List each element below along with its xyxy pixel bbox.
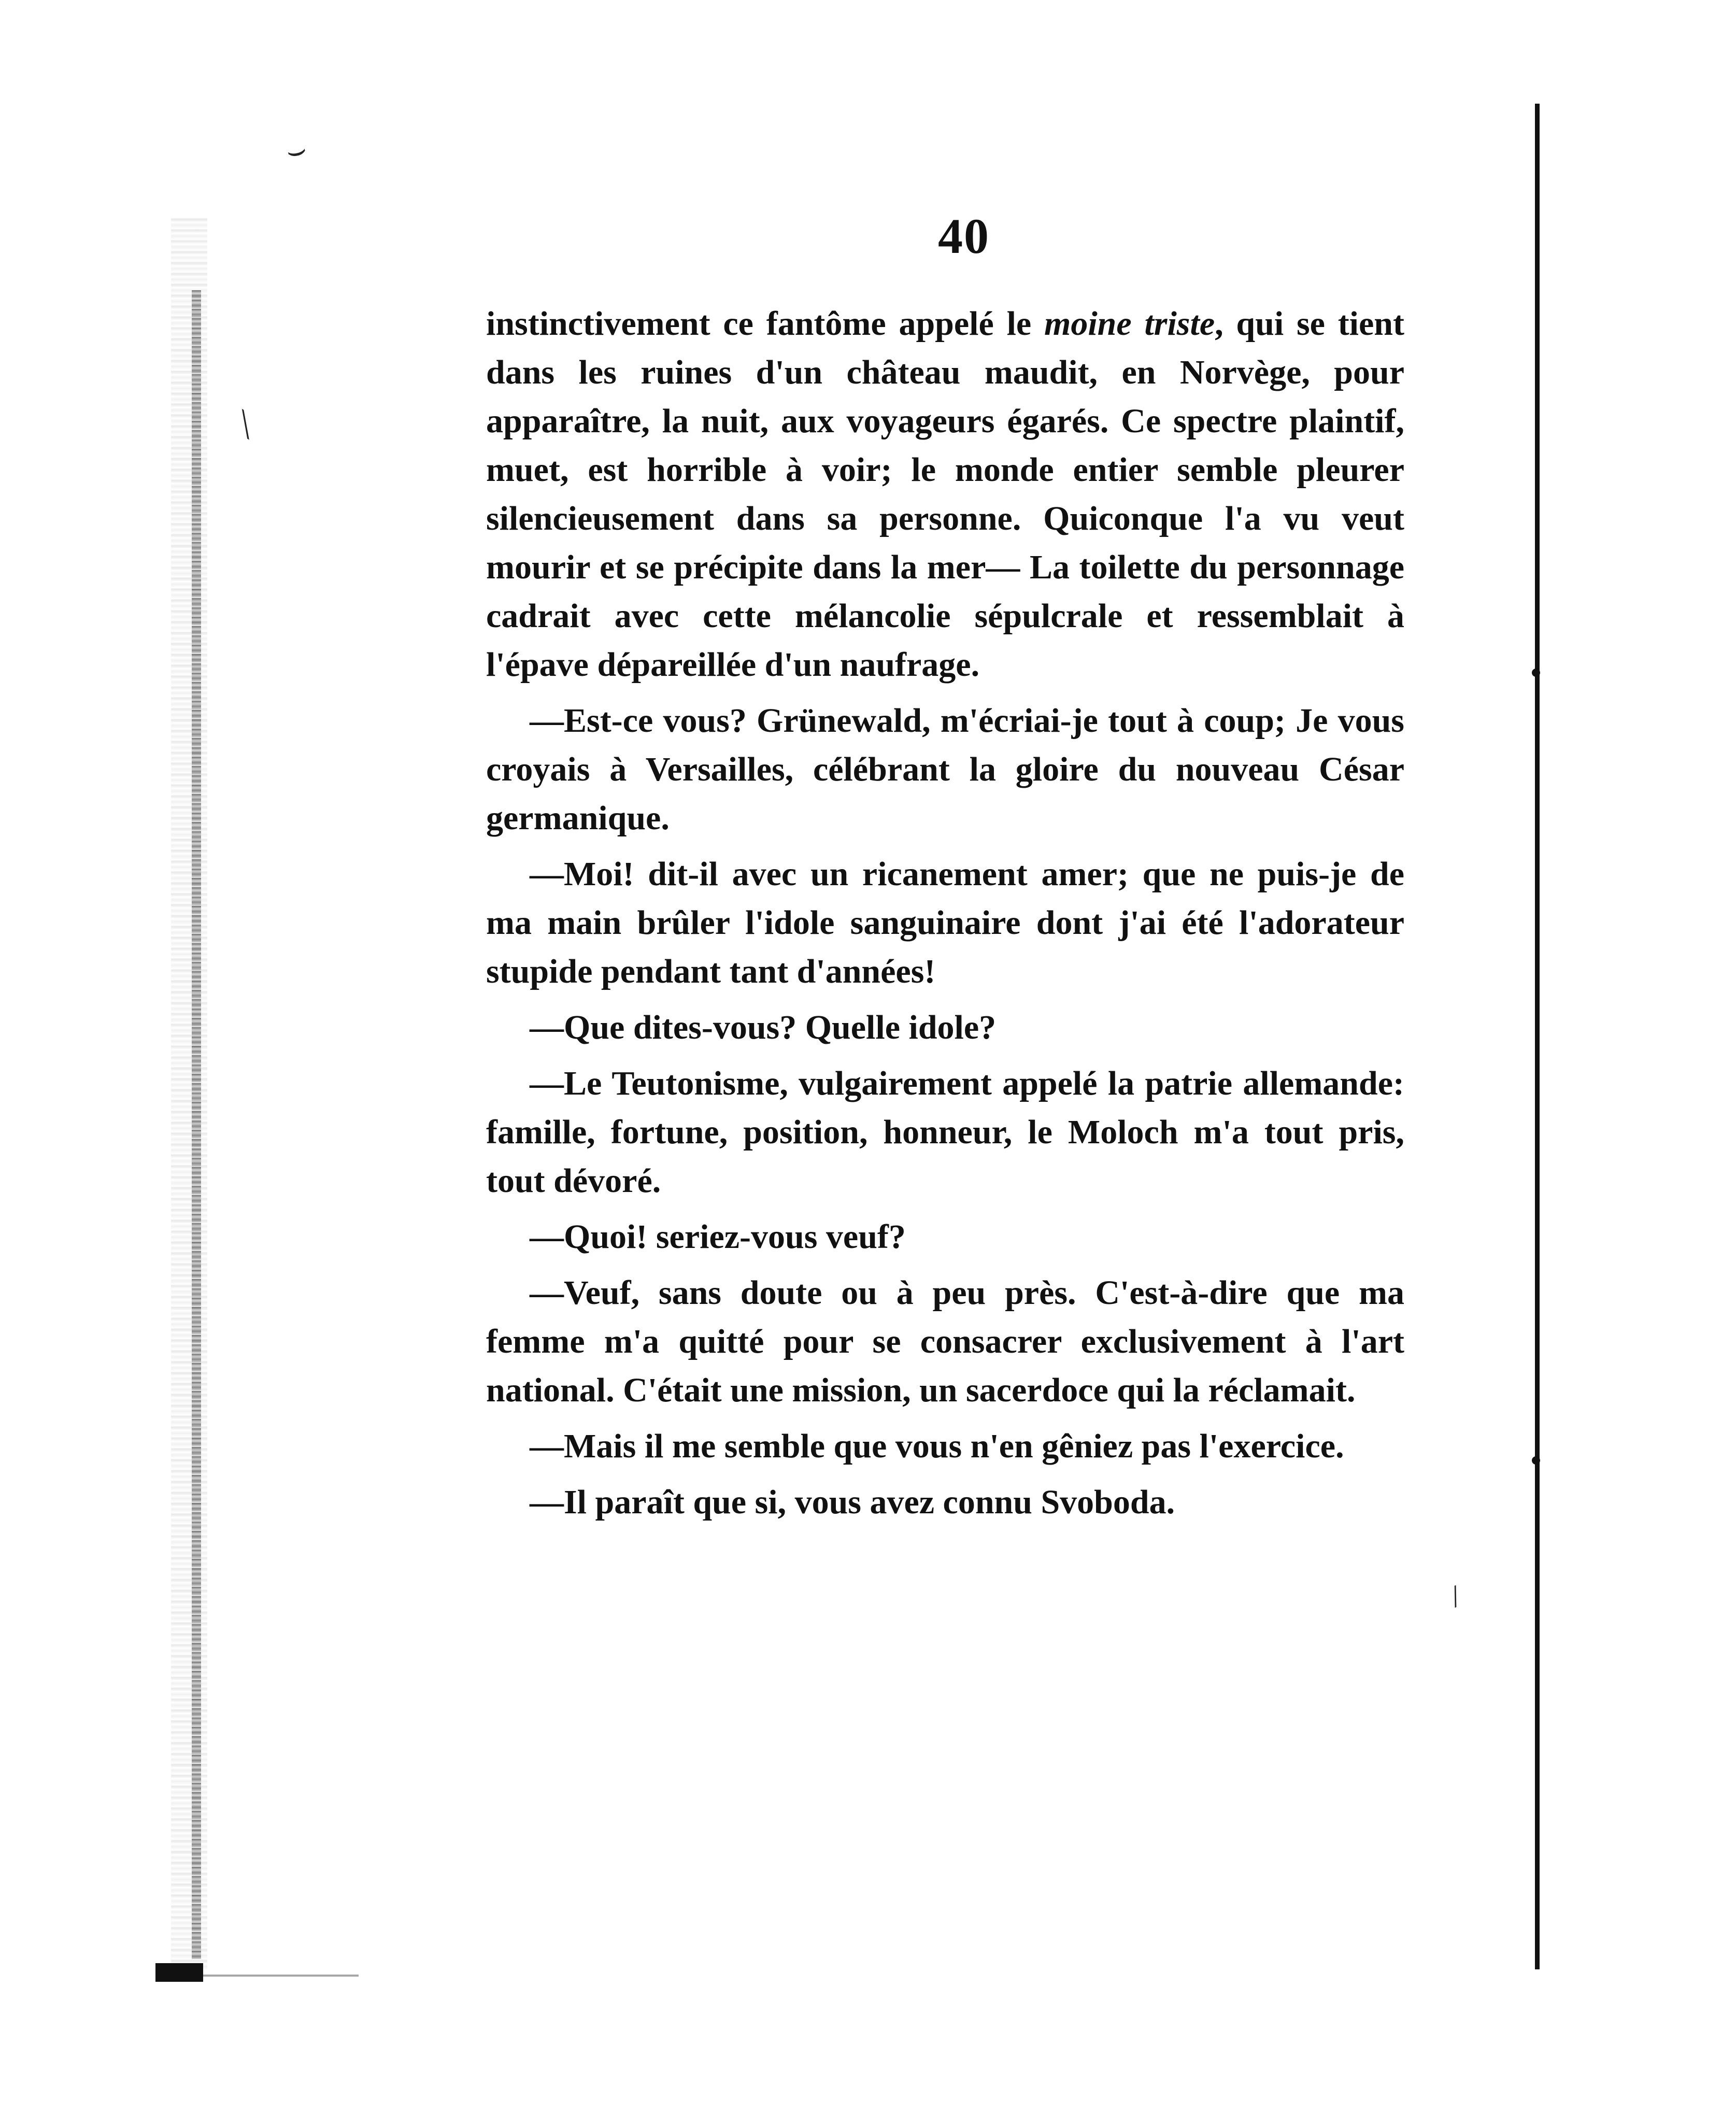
binding-shadow xyxy=(171,218,207,1969)
page-number: 40 xyxy=(938,208,990,264)
dialogue-paragraph: —Mais il me semble que vous n'en gêniez pas l'exercice. xyxy=(530,1427,1344,1465)
dialogue-paragraph: —Il paraît que si, vous avez connu Svoboda. xyxy=(530,1483,1175,1521)
dialogue-paragraph: —Le Teutonisme, vulgairement appelé la patrie allemande: famille, fortune, position, honneur, le Moloch m'a tout pris, tout dévoré. xyxy=(486,1064,1404,1200)
body-text xyxy=(486,300,1404,1527)
margin-scratch-mark: ⟍ xyxy=(227,404,263,446)
dialogue-paragraph: —Est-ce vous? Grünewald, m'écriai-je tout à coup; Je vous croyais à Versailles, célébrant la gloire du nouveau César germanique. xyxy=(486,702,1404,837)
right-page-edge xyxy=(1535,104,1540,1969)
dialogue-paragraph: —Veuf, sans doute ou à peu près. C'est-à-dire que ma femme m'a quitté pour se consacrer exclusivement à l'art national. C'était une mission, un sacerdoce qui la réclamait. xyxy=(486,1274,1404,1409)
emphasized-text: moine triste xyxy=(1044,305,1215,343)
dialogue-paragraph: —Quoi! seriez-vous veuf? xyxy=(530,1218,906,1256)
paragraph-text: , qui se tient dans les ruines d'un château maudit, en Norvège, pour apparaître, la nuit, aux voyageurs égarés. Ce spectre plaintif, muet, est horrible à voir; le monde entier semble pleurer silencieusement dans sa personne. Quiconque l'a vu veut mourir et se précipite dans la mer— La toilette du personnage cadrait avec cette mélancolie sépulcrale et ressemblait à l'épave dépareillée d'un naufrage. xyxy=(486,305,1404,684)
binding-foot-mark xyxy=(155,1963,203,1982)
bottom-edge-smudge xyxy=(203,1975,359,1977)
binding-edge xyxy=(192,290,201,1959)
dialogue-paragraph: —Que dites-vous? Quelle idole? xyxy=(530,1009,997,1046)
margin-scratch-mark: / xyxy=(1445,1579,1465,1614)
edge-speck xyxy=(1532,1456,1540,1465)
edge-speck xyxy=(1532,669,1540,677)
paragraph xyxy=(486,300,1404,689)
paragraph-text: instinctivement ce fantôme appelé le xyxy=(486,305,1044,343)
margin-scratch-mark: ⌣ xyxy=(282,131,310,169)
dialogue-paragraph: —Moi! dit-il avec un ricanement amer; que ne puis-je de ma main brûler l'idole sanguinaire dont j'ai été l'adorateur stupide pendant tant d'années! xyxy=(486,855,1404,990)
